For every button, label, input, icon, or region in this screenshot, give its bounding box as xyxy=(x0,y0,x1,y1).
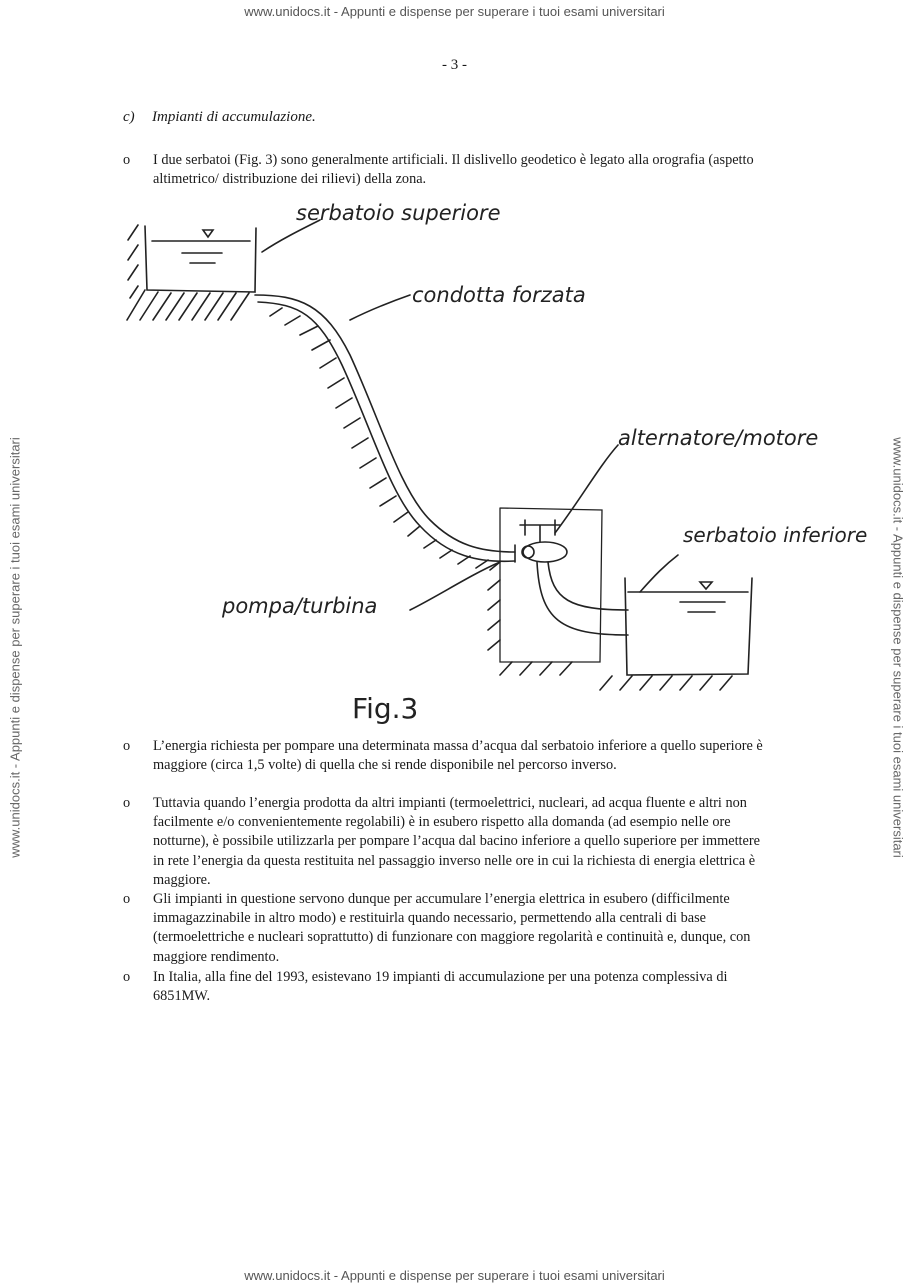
intro-bullet-text: I due serbatoi (Fig. 3) sono generalmente artificiali. Il dislivello geodetico è legato alla orografia (aspetto altimetrico/ distribuzione dei rilievi) della zona. xyxy=(153,152,754,188)
bullet-text: L’energia richiesta per pompare una determinata massa d’acqua dal serbatoio inferiore a quello superiore è maggiore (circa 1,5 volte) di quella che si rende disponibile nel percorso inverso. xyxy=(153,738,763,774)
penstock-label: condotta forzata xyxy=(412,283,586,307)
pump-turbine-label: pompa/turbina xyxy=(222,594,378,618)
watermark-side-right: www.unidocs.it - Appunti e dispense per superare i tuoi esami universitari xyxy=(890,437,906,858)
penstock-leader xyxy=(350,295,410,320)
watermark-side-left: www.unidocs.it - Appunti e dispense per superare i tuoi esami universitari xyxy=(7,437,23,858)
upper-tank-level-marker xyxy=(203,230,213,237)
pumped-storage-figure xyxy=(0,190,909,730)
upper-tank-label: serbatoio superiore xyxy=(296,201,501,225)
section-title: Impianti di accumulazione. xyxy=(152,109,316,125)
figure-caption: Fig.3 xyxy=(352,692,419,725)
pump-turbine xyxy=(523,542,567,562)
lower-tank-label: serbatoio inferiore xyxy=(683,523,868,547)
slope-ground xyxy=(270,308,488,568)
bullet-text: Gli impianti in questione servono dunque per accumulare l’energia elettrica in esubero (difficilmente immagazzinabile in altro modo) e restituirla quando necessario, permettendo alla centrali di base (termoelettriche e nucleari soprattutto) di funzionare con maggiore regolarità e continuità e, dunque, con maggiore rendimento. xyxy=(153,891,751,965)
bullet-marker: o xyxy=(123,795,131,811)
bullet-item xyxy=(123,968,773,1006)
section-letter: c) xyxy=(123,109,135,125)
intro-bullet xyxy=(123,151,773,189)
alternator-leader xyxy=(555,445,618,533)
alternator xyxy=(520,520,560,542)
upper-tank xyxy=(145,226,256,292)
bullet-item xyxy=(123,737,773,775)
lower-tank-leader xyxy=(640,555,678,592)
watermark-header: www.unidocs.it - Appunti e dispense per superare i tuoi esami universitari xyxy=(244,4,665,19)
bullet-text: In Italia, alla fine del 1993, esistevano 19 impianti di accumulazione per una potenza complessiva di 6851MW. xyxy=(153,969,728,1005)
outlet-pipe xyxy=(537,562,628,635)
bullet-item xyxy=(123,890,773,967)
penstock xyxy=(255,295,515,552)
bullet-marker: o xyxy=(123,152,131,168)
page-number: - 3 - xyxy=(442,57,467,73)
bullet-marker: o xyxy=(123,969,131,985)
watermark-footer: www.unidocs.it - Appunti e dispense per superare i tuoi esami universitari xyxy=(244,1268,665,1283)
alternator-label: alternatore/motore xyxy=(618,426,819,450)
bullet-text: Tuttavia quando l’energia prodotta da altri impianti (termoelettrici, nucleari, ad acqua fluente e altri non facilmente e/o convenientemente regolabili) è in esubero rispetto alla domanda (ad esempio nelle ore notturne), è possibile utilizzarla per pompare l’acqua dal bacino inferiore a quello superiore per immettere in rete l’energia da questa restituita nel passaggio inverso nelle ore in cui la richiesta di energia elettrica è maggiore. xyxy=(153,795,760,888)
pump-turbine-leader xyxy=(410,562,500,610)
lower-ground xyxy=(600,676,732,690)
section-heading xyxy=(123,109,316,126)
lower-tank-level-marker xyxy=(700,582,712,589)
bullet-item xyxy=(123,794,773,890)
bullet-marker: o xyxy=(123,738,131,754)
bullet-marker: o xyxy=(123,891,131,907)
power-house xyxy=(500,508,602,662)
